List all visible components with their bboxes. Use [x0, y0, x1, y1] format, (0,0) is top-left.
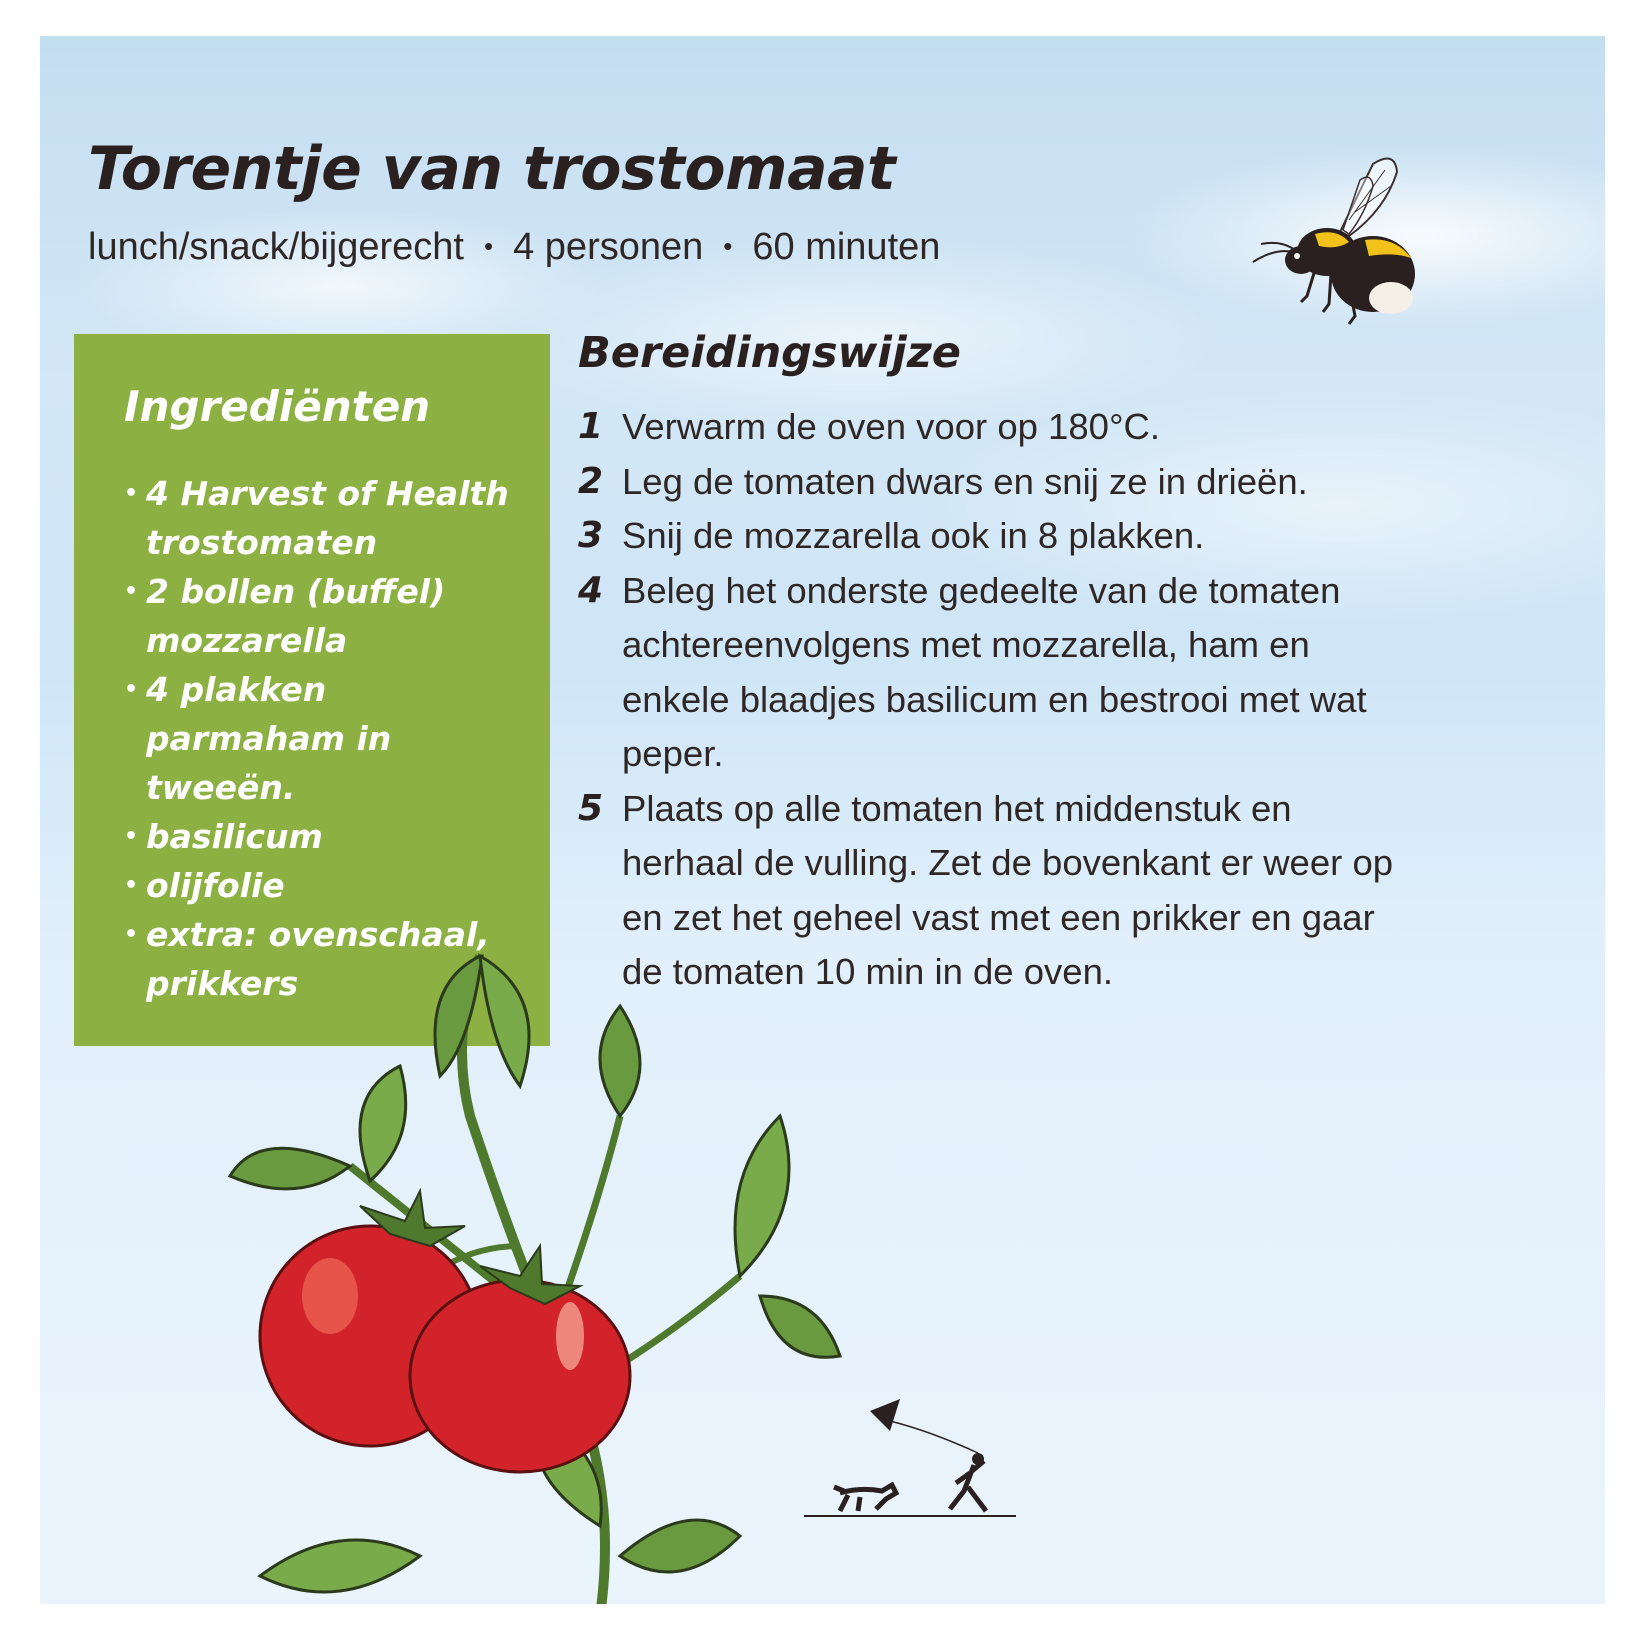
- step-number: 1: [578, 406, 604, 447]
- step-item: [578, 400, 1418, 455]
- recipe-meta: [88, 226, 940, 269]
- ingredient-item: • 4 Harvest of Health trostomaten: [124, 469, 524, 567]
- meta-time: 60 minuten: [752, 226, 941, 268]
- kite-child-dog-silhouette: [800, 1391, 1020, 1536]
- ingredient-item: • basilicum: [124, 812, 524, 861]
- meta-separator: •: [484, 231, 494, 261]
- recipe-title: Torentje van trostomaat: [88, 134, 896, 204]
- ingredients-heading: Ingrediënten: [124, 382, 431, 431]
- meta-servings: 4 personen: [513, 226, 704, 268]
- step-number: 5: [578, 787, 604, 829]
- ingredient-item: • 2 bollen (buffel) mozzarella: [124, 567, 524, 665]
- step-text: Verwarm de oven voor op 180°C.: [622, 406, 1161, 447]
- meta-separator: •: [723, 231, 733, 261]
- recipe-card: [40, 36, 1605, 1604]
- step-text: Beleg het onderste gedeelte van de tomaten achtereenvolgens met mozzarella, ham en enkele blaadjes basilicum en bestrooi met wat peper.: [622, 569, 1367, 774]
- preparation-steps: [578, 400, 1418, 1000]
- ingredient-item: • olijfolie: [124, 861, 524, 910]
- bee-icon: [1245, 140, 1435, 330]
- step-text: Leg de tomaten dwars en snij ze in drieën.: [622, 460, 1308, 502]
- ingredient-item: • extra: ovenschaal, prikkers: [124, 910, 524, 1008]
- step-number: 4: [578, 569, 604, 611]
- step-text: Snij de mozzarella ook in 8 plakken.: [622, 515, 1205, 556]
- step-item: [578, 564, 1418, 782]
- ingredient-item: • 4 plakken parmaham in tweeën.: [124, 665, 524, 812]
- step-text: Plaats op alle tomaten het middenstuk en herhaal de vulling. Zet de bovenkant er weer op en zet het geheel vast met een prikker en gaar de tomaten 10 min in de oven.: [622, 787, 1394, 992]
- tomato-plant-illustration: [220, 916, 880, 1604]
- step-number: 2: [578, 460, 604, 502]
- step-number: 3: [578, 515, 604, 556]
- step-item: [578, 509, 1418, 564]
- preparation-heading: Bereidingswijze: [578, 328, 961, 378]
- meta-category: lunch/snack/bijgerecht: [88, 226, 464, 268]
- step-item: [578, 455, 1418, 510]
